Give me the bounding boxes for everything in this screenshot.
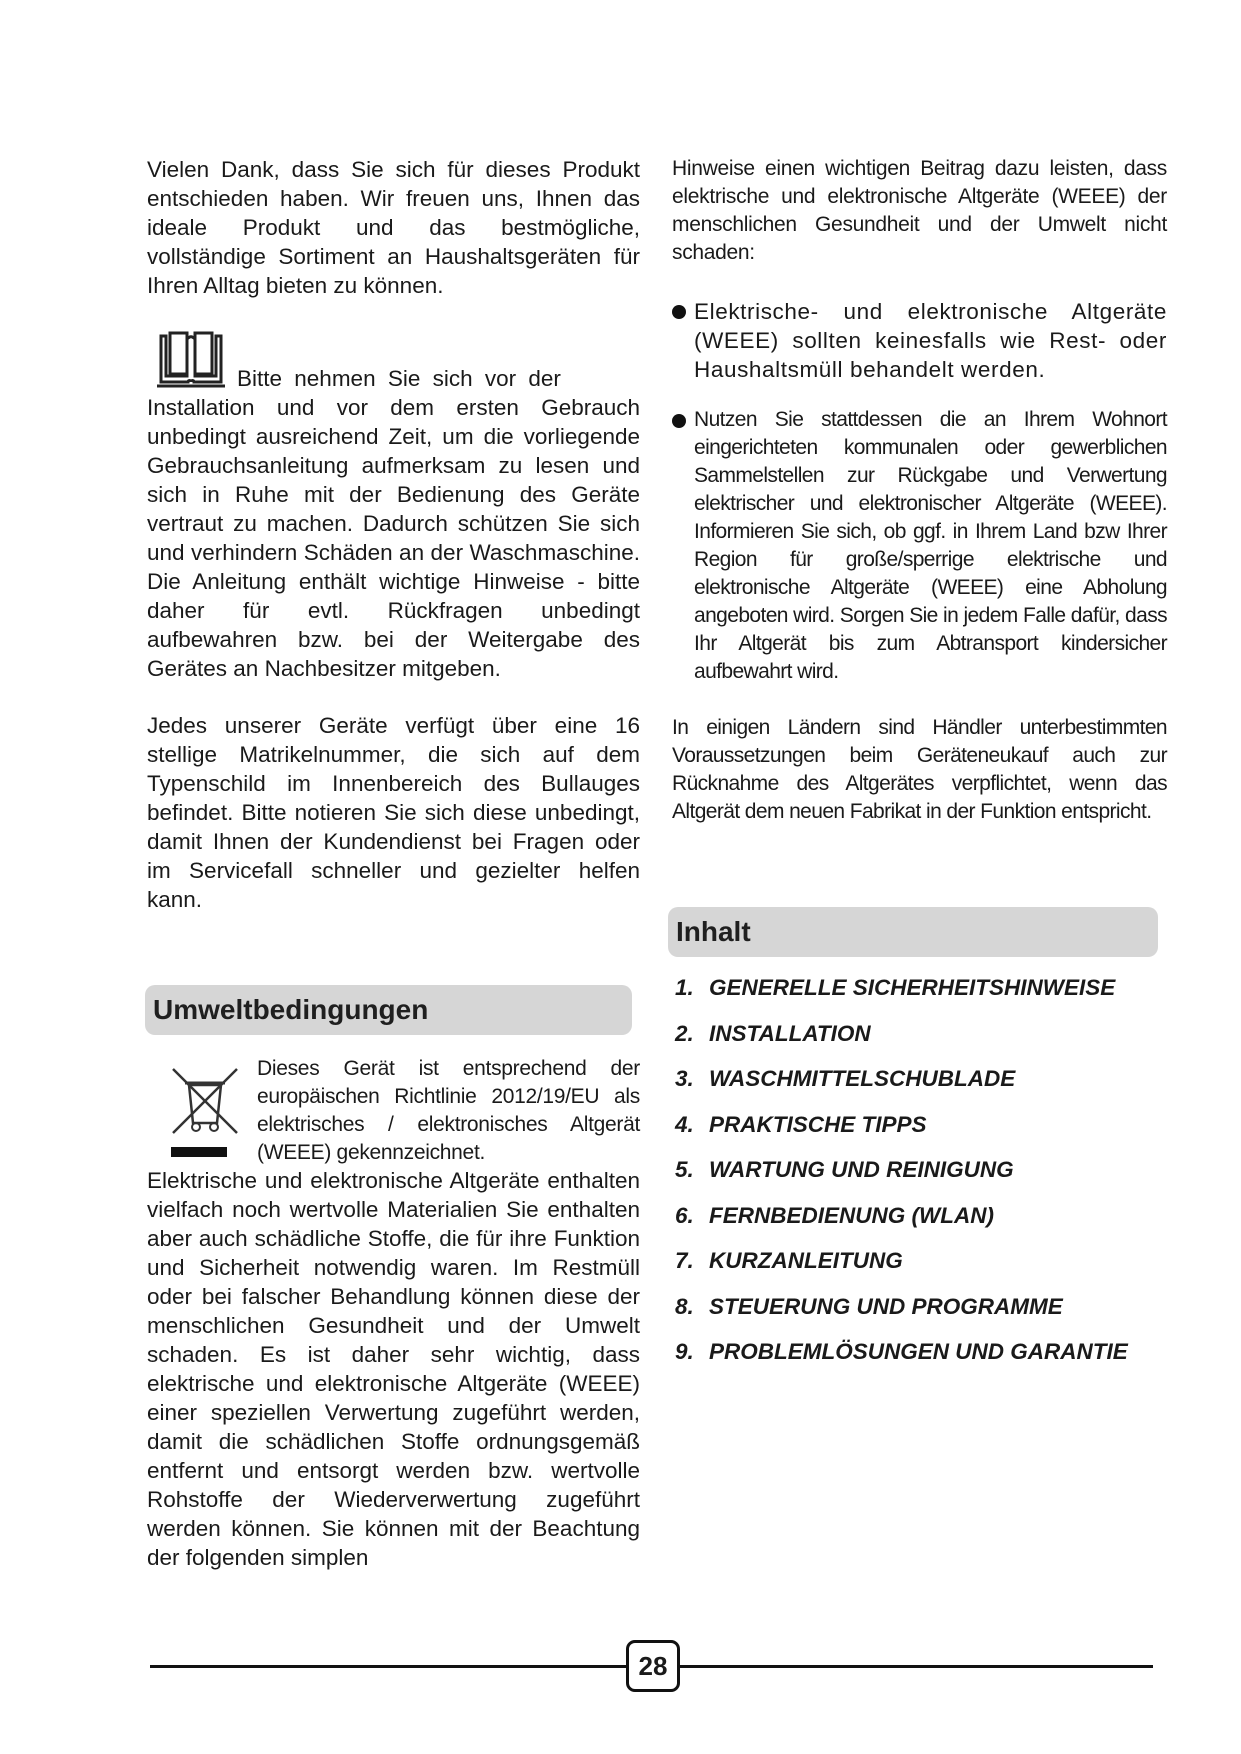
bullet-dot-icon [672, 414, 686, 428]
table-of-contents [675, 975, 1175, 1385]
toc-item[interactable]: 7. KURZANLEITUNG [675, 1248, 903, 1273]
crossed-out-wheelie-bin-icon [163, 1061, 253, 1161]
manual-notice-body: Installation und vor dem ersten Gebrauch unbedingt ausreichend Zeit, um die vorliegende Gebrauchsanleitung aufmerksam zu lesen und sich in Ruhe mit der Bedienung des Geräte vertraut zu machen. Dadurch schützen Sie sich und verhindern Schäden an der Waschmaschine. Die Anleitung enthält wichtige Hinweise - bitte daher für evtl. Rückfragen unbedingt aufbewahren bzw. bei der Weitergabe des Gerätes an Nachbesitzer mitgeben. [147, 395, 640, 681]
toc-item[interactable]: 3. WASCHMITTELSCHUBLADE [675, 1066, 1016, 1091]
toc-item[interactable]: 1. GENERELLE SICHERHEITSHINWEISE [675, 975, 1116, 1000]
page-number: 28 [626, 1640, 680, 1692]
bullet-dot-icon [672, 305, 686, 319]
weee-marking-text: Dieses Gerät ist entsprechend der europäischen Richtlinie 2012/19/EU als elektrisches / elektronisches Altgerät (WEEE) gekennzeichnet. [257, 1057, 640, 1164]
dealer-take-back-paragraph: In einigen Ländern sind Händler unterbestimmten Voraussetzungen beim Geräteneukauf auch zur Rücknahme des Altgerätes verpflichtet, wenn das Altgerät dem neuen Fabrikat in der Funktion entspricht. [672, 716, 1167, 823]
contents-heading-text: Inhalt [676, 916, 751, 947]
manual-notice-first-line: Bitte nehmen Sie sich vor der [237, 366, 561, 391]
left-column [147, 155, 640, 914]
environment-paragraph: Elektrische und elektronische Altgeräte enthalten vielfach noch wertvolle Materialien Sie enthalten aber auch schädliche Stoffe, die für ihre Funktion und Sicherheit notwendig waren. Im Restmüll oder bei falscher Behandlung können diese der menschlichen Gesundheit und der Umwelt schaden. Es ist daher sehr wichtig, dass elektrische und elektronische Altgeräte (WEEE) einer speziellen Verwertung zugeführt werden, damit die schädlichen Stoffe ordnungsgemäß entfernt und entsorgt werden bzw. wertvolle Rohstoffe der Wiederverwertung zugeführt werden können. Sie können mit der Beachtung der folgenden simplen [147, 1168, 640, 1570]
environment-heading-text: Umweltbedingungen [153, 994, 429, 1025]
section-heading-environment [145, 985, 632, 1035]
toc-item[interactable]: 6. FERNBEDIENUNG (WLAN) [675, 1202, 994, 1228]
intro-paragraph: Vielen Dank, dass Sie sich für dieses Produkt entschieden haben. Wir freuen uns, Ihnen das ideale Produkt und das bestmögliche, vollständige Sortiment an Haushaltsgeräten für Ihren Alltag bieten zu können. [147, 157, 640, 298]
weee-notice [147, 1055, 640, 1167]
toc-item[interactable]: 8. STEUERUNG UND PROGRAMME [675, 1293, 1063, 1319]
environment-body [147, 1166, 640, 1572]
section-heading-contents [668, 907, 1158, 957]
bullet-text: Elektrische- und elektronische Altgeräte (WEEE) sollten keinesfalls wie Rest- oder Haushaltsmüll behandelt werden. [694, 299, 1167, 382]
bullet-text: Nutzen Sie stattdessen die an Ihrem Wohnort eingerichteten kommunalen oder gewerblichen Sammelstellen zur Rückgabe und Verwertung elektrischer und elektronischer Altgeräte (WEEE). Informieren Sie sich, ob ggf. in Ihrem Land bzw Ihrer Region für große/sperrige elektrische und elektronische Altgeräte (WEEE) eine Abholung angeboten wird. Sorgen Sie in jedem Falle dafür, dass Ihr Altgerät bis zum Abtransport kindersicher aufbewahrt wird. [694, 408, 1167, 683]
toc-item[interactable]: 2. INSTALLATION [675, 1020, 871, 1046]
serial-number-paragraph: Jedes unserer Geräte verfügt über eine 16 stellige Matrikelnummer, die sich auf dem Typenschild im Innenbereich des Bullauges befindet. Bitte notieren Sie sich diese unbedingt, damit Ihnen der Kundendienst bei Fragen oder im Servicefall schneller und gezielter helfen kann. [147, 713, 640, 912]
toc-item[interactable]: 5. WARTUNG UND REINIGUNG [675, 1157, 1014, 1182]
footer-rule-right [678, 1665, 1153, 1668]
toc-item[interactable]: 4. PRAKTISCHE TIPPS [675, 1111, 927, 1137]
right-column [672, 155, 1167, 826]
environment-continuation: Hinweise einen wichtigen Beitrag dazu leisten, dass elektrische und elektronische Altgeräte (WEEE) der menschlichen Gesundheit und der Umwelt nicht schaden: [672, 157, 1167, 264]
bullet-collection-points [672, 406, 1167, 686]
toc-item[interactable]: 9. PROBLEMLÖSUNGEN UND GARANTIE [675, 1339, 1128, 1364]
footer-rule-left [150, 1665, 628, 1668]
manual-notice [147, 330, 640, 683]
open-book-icon [155, 330, 227, 392]
bullet-weee-not-household-waste [672, 297, 1167, 384]
